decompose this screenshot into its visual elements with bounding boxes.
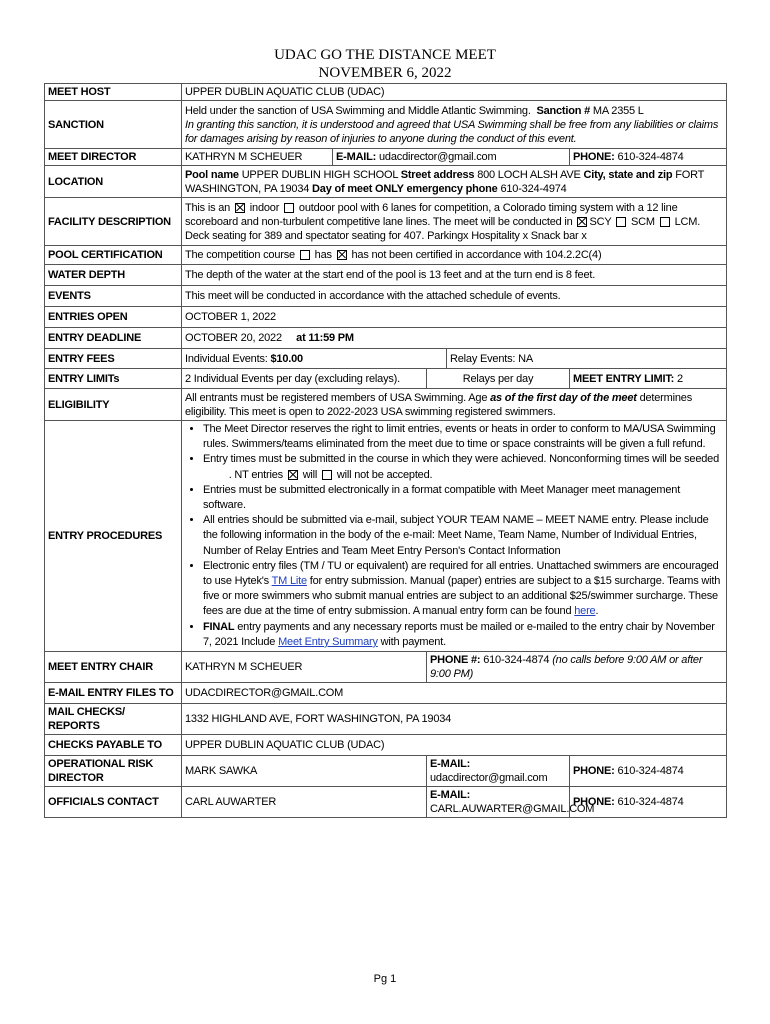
meet-director-phone: 610-324-4874 bbox=[617, 151, 684, 163]
entries-open-label: ENTRIES OPEN bbox=[45, 307, 182, 328]
procedure-text: Electronic entry files (TM / TU or equivalent) are required for all entries. Unattached swimmers are encouraged to use Hytek's bbox=[203, 559, 719, 588]
entry-procedures-list bbox=[185, 422, 723, 650]
row-facility bbox=[45, 198, 727, 246]
risk-director-phone: 610-324-4874 bbox=[617, 765, 684, 778]
row-eligibility bbox=[45, 389, 727, 421]
procedure-item: • Entries must be submitted electronically in a format compatible with Meet Manager meet management software. bbox=[203, 483, 723, 513]
entry-chair-phone-label: PHONE #: bbox=[430, 654, 481, 667]
meet-entry-limit-label: MEET ENTRY LIMIT: bbox=[573, 372, 675, 385]
email-files-value: UDACDIRECTOR@GMAIL.COM bbox=[182, 683, 727, 704]
eligibility-text-1: All entrants must be registered members of USA Swimming. Age bbox=[185, 391, 488, 404]
sanction-number: MA 2355 L bbox=[592, 104, 644, 117]
scm-label: SCM bbox=[631, 215, 655, 228]
pool-name-label: Pool name bbox=[185, 168, 239, 181]
risk-director-label: OPERATIONAL RISK DIRECTOR bbox=[45, 756, 182, 787]
officials-phone-label: PHONE: bbox=[573, 796, 615, 809]
row-sanction bbox=[45, 101, 727, 149]
officials-email-label: E-MAIL: bbox=[430, 789, 471, 802]
meet-director-phone-label: PHONE: bbox=[573, 151, 615, 163]
procedure-item: • The Meet Director reserves the right to limit entries, events or heats in order to conform to MA/USA Swimming rules. Swimmers/teams eliminated from the meet due to time or space constraints will be given a full refund. bbox=[203, 422, 723, 452]
sanction-value bbox=[182, 101, 727, 149]
individual-fee: $10.00 bbox=[270, 352, 303, 365]
facility-text-3: LCM. Deck seating for 389 and spectator seating for 407. Parkingx Hospitality x Snack bar x bbox=[185, 215, 701, 242]
manual-entry-form-link[interactable]: here bbox=[574, 605, 596, 618]
has-not-checkbox-checked bbox=[337, 250, 347, 260]
row-entry-procedures bbox=[45, 421, 727, 652]
row-events bbox=[45, 286, 727, 307]
meet-director-phone-cell bbox=[570, 149, 727, 166]
emergency-phone-label: Day of meet ONLY emergency phone bbox=[312, 182, 498, 195]
entry-limits-label: ENTRY LIMITs bbox=[45, 369, 182, 389]
facility-text-2: outdoor pool with 6 lanes for competition, a Colorado timing system with a 12 line scoreboard and non-turbulent competitive lane lines. The meet will be conducted in bbox=[185, 201, 678, 228]
meet-director-email-cell bbox=[333, 149, 570, 166]
procedure-item: • All entries should be submitted via e-mail, subject YOUR TEAM NAME – MEET NAME entry. Please include the following information in the body of the e-mail: Meet Name, Team Name, Number of Individual Entries, Number of Relay Entries and Team Meet Entry Person's Contact Information bbox=[203, 513, 723, 559]
eligibility-emphasis: as of the first day of the meet bbox=[490, 391, 637, 404]
email-files-label: E-MAIL ENTRY FILES TO bbox=[45, 683, 182, 704]
tm-lite-link[interactable]: TM Lite bbox=[271, 575, 307, 588]
procedure-text: with payment. bbox=[380, 635, 446, 648]
risk-director-phone-cell bbox=[570, 756, 727, 787]
street-address: 800 LOCH ALSH AVE bbox=[477, 168, 581, 181]
entry-chair-phone-cell bbox=[427, 652, 727, 683]
outdoor-checkbox bbox=[284, 203, 294, 213]
has-label: has bbox=[314, 249, 332, 261]
individual-fee-label: Individual Events: bbox=[185, 352, 268, 365]
entry-chair-note: (no calls before 9:00 AM or after 9:00 PM) bbox=[430, 654, 703, 681]
street-label: Street address bbox=[400, 168, 475, 181]
entry-deadline-value bbox=[182, 328, 727, 349]
meet-entry-limit-cell bbox=[570, 369, 727, 389]
procedure-text: Entry times must be submitted in the course in which they were achieved. Nonconforming times will be seeded bbox=[203, 453, 720, 466]
row-meet-host bbox=[45, 84, 727, 101]
entry-chair-phone: 610-324-4874 bbox=[483, 654, 550, 667]
scy-label: SCY bbox=[589, 215, 612, 228]
row-water-depth bbox=[45, 265, 727, 286]
entry-procedures-list-cell bbox=[182, 421, 727, 652]
meet-director-name: KATHRYN M SCHEUER bbox=[182, 149, 333, 166]
facility-value bbox=[182, 198, 727, 246]
entry-chair-label: MEET ENTRY CHAIR bbox=[45, 652, 182, 683]
row-entries-open bbox=[45, 307, 727, 328]
emergency-phone: 610-324-4974 bbox=[500, 182, 567, 195]
events-value: This meet will be conducted in accordance with the attached schedule of events. bbox=[182, 286, 727, 307]
procedure-item bbox=[203, 620, 723, 650]
officials-email: CARL.AUWARTER@GMAIL.COM bbox=[430, 803, 595, 816]
entry-fees-label: ENTRY FEES bbox=[45, 349, 182, 369]
checks-payable-value: UPPER DUBLIN AQUATIC CLUB (UDAC) bbox=[182, 735, 727, 756]
row-entry-limits bbox=[45, 369, 727, 389]
eligibility-value bbox=[182, 389, 727, 421]
scy-checkbox-checked bbox=[577, 217, 587, 227]
risk-director-name: MARK SAWKA bbox=[182, 756, 427, 787]
water-depth-value: The depth of the water at the start end of the pool is 13 feet and at the turn end is 8 feet. bbox=[182, 265, 727, 286]
risk-director-phone-label: PHONE: bbox=[573, 765, 615, 778]
sanction-label: SANCTION bbox=[45, 101, 182, 149]
meet-entry-summary-link[interactable]: Meet Entry Summary bbox=[278, 635, 378, 648]
row-mail-checks bbox=[45, 704, 727, 735]
entry-deadline-date: OCTOBER 20, 2022 bbox=[185, 332, 282, 344]
row-email-files bbox=[45, 683, 727, 704]
sanction-disclaimer: In granting this sanction, it is understood and agreed that USA Swimming shall be free from any liabilities or claims for damages arising by reason of injuries to anyone during the conduct of this event. bbox=[185, 118, 719, 145]
eligibility-text-2: determines eligibility. This meet is open to 2022-2023 USA swimming registered swimmers. bbox=[185, 391, 692, 418]
meet-entry-limit: 2 bbox=[676, 372, 683, 385]
relay-fee: Relay Events: NA bbox=[447, 349, 727, 369]
meet-info-table bbox=[44, 83, 727, 818]
procedure-text: . bbox=[595, 605, 599, 618]
pool-cert-value bbox=[182, 246, 727, 265]
entries-open-value: OCTOBER 1, 2022 bbox=[182, 307, 727, 328]
relay-limit: Relays per day bbox=[427, 369, 570, 389]
nt-will-checkbox-checked bbox=[288, 470, 298, 480]
row-location bbox=[45, 166, 727, 198]
officials-name: CARL AUWARTER bbox=[182, 787, 427, 818]
indoor-checkbox-checked bbox=[235, 203, 245, 213]
nt-will-not-checkbox bbox=[322, 470, 332, 480]
row-checks-payable bbox=[45, 735, 727, 756]
row-entry-deadline bbox=[45, 328, 727, 349]
procedure-item bbox=[203, 559, 723, 620]
meet-host-label: MEET HOST bbox=[45, 84, 182, 101]
officials-label: OFFICIALS CONTACT bbox=[45, 787, 182, 818]
officials-phone: 610-324-4874 bbox=[617, 796, 684, 809]
city-label: City, state and zip bbox=[583, 168, 673, 181]
entry-deadline-time: at 11:59 PM bbox=[296, 332, 354, 344]
procedure-text: will not be accepted. bbox=[336, 468, 433, 481]
row-pool-certification bbox=[45, 246, 727, 265]
row-entry-fees bbox=[45, 349, 727, 369]
row-risk-director bbox=[45, 756, 727, 787]
indoor-label: indoor bbox=[249, 201, 280, 214]
meet-director-email: udacdirector@gmail.com bbox=[379, 151, 497, 163]
facility-label: FACILITY DESCRIPTION bbox=[45, 198, 182, 246]
procedure-item bbox=[203, 452, 723, 482]
risk-director-email-cell bbox=[427, 756, 570, 787]
sanction-text: Held under the sanction of USA Swimming and Middle Atlantic Swimming. bbox=[185, 104, 531, 117]
meet-host-value: UPPER DUBLIN AQUATIC CLUB (UDAC) bbox=[182, 84, 727, 101]
lcm-checkbox bbox=[660, 217, 670, 227]
entry-chair-name: KATHRYN M SCHEUER bbox=[182, 652, 427, 683]
procedure-bold-text: FINAL bbox=[203, 620, 235, 633]
meet-director-label: MEET DIRECTOR bbox=[45, 149, 182, 166]
procedure-text: for entry submission. Manual (paper) entries are subject to a $15 surcharge. Teams with five or more swimmers who submit manual entries are subject to an additional $25/swimmer surcharge. These fees are due at the time of entry submission. A manual entry form can be found bbox=[203, 575, 721, 618]
row-entry-chair bbox=[45, 652, 727, 683]
risk-director-email: udacdirector@gmail.com bbox=[430, 772, 548, 785]
entry-procedures-label: ENTRY PROCEDURES bbox=[45, 421, 182, 652]
individual-fee-cell bbox=[182, 349, 447, 369]
pool-name: UPPER DUBLIN HIGH SCHOOL bbox=[241, 168, 398, 181]
page-number: Pg 1 bbox=[373, 973, 397, 985]
individual-limit: 2 Individual Events per day (excluding relays). bbox=[182, 369, 427, 389]
facility-text-1: This is an bbox=[185, 201, 231, 214]
sanction-number-label: Sanction # bbox=[536, 104, 591, 117]
checks-payable-label: CHECKS PAYABLE TO bbox=[45, 735, 182, 756]
mail-checks-value: 1332 HIGHLAND AVE, FORT WASHINGTON, PA 19034 bbox=[182, 704, 727, 735]
row-meet-director bbox=[45, 149, 727, 166]
location-label: LOCATION bbox=[45, 166, 182, 198]
pool-cert-text: The competition course bbox=[185, 249, 295, 261]
procedure-text: . NT entries bbox=[228, 468, 283, 481]
eligibility-label: ELIGIBILITY bbox=[45, 389, 182, 421]
has-not-label: has not been certified in accordance with 104.2.2C(4) bbox=[351, 249, 602, 261]
document-date: NOVEMBER 6, 2022 bbox=[318, 65, 452, 81]
pool-cert-label: POOL CERTIFICATION bbox=[45, 246, 182, 265]
procedure-text: will bbox=[302, 468, 318, 481]
row-officials bbox=[45, 787, 727, 818]
mail-checks-label: MAIL CHECKS/ REPORTS bbox=[45, 704, 182, 735]
location-value bbox=[182, 166, 727, 198]
risk-director-email-label: E-MAIL: bbox=[430, 758, 471, 771]
procedure-text: entry payments and any necessary reports must be mailed or e-mailed to the entry chair by November 7, 2021 Include bbox=[203, 620, 715, 648]
document-title: UDAC GO THE DISTANCE MEET bbox=[274, 47, 496, 63]
entry-deadline-label: ENTRY DEADLINE bbox=[45, 328, 182, 349]
water-depth-label: WATER DEPTH bbox=[45, 265, 182, 286]
has-checkbox bbox=[300, 250, 310, 260]
events-label: EVENTS bbox=[45, 286, 182, 307]
city-state-zip: FORT WASHINGTON, PA 19034 bbox=[185, 168, 704, 195]
meet-director-email-label: E-MAIL: bbox=[336, 151, 377, 163]
scm-checkbox bbox=[616, 217, 626, 227]
